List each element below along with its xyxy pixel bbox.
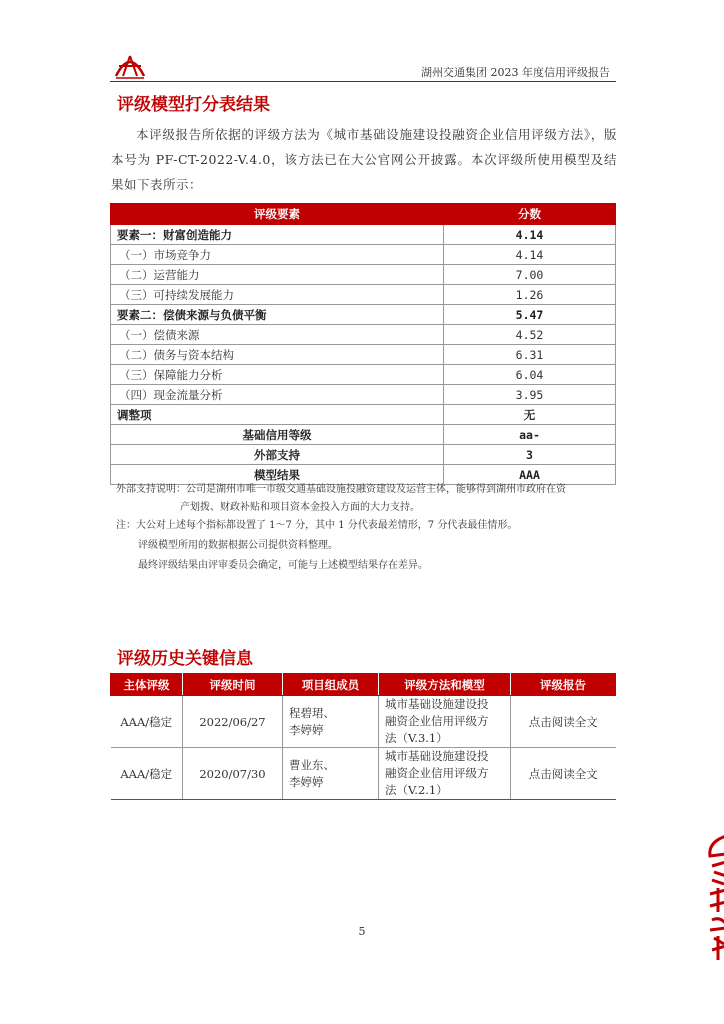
factor-label: 要素二：偿债来源与负债平衡 [111, 305, 444, 325]
header-factor: 评级要素 [111, 204, 444, 225]
factor-score: 1.26 [444, 285, 616, 305]
header-title: 湖州交通集团 2023 年度信用评级报告 [421, 66, 610, 79]
rating-cell: AAA/稳定 [111, 748, 183, 800]
seal-stamp-icon [700, 832, 724, 962]
factor-label: （三）可持续发展能力 [111, 285, 444, 305]
method-cell [379, 748, 511, 800]
table-row [111, 225, 616, 245]
factor-label: （四）现金流量分析 [111, 385, 444, 405]
page-number: 5 [358, 925, 366, 938]
table-row [111, 325, 616, 345]
header-date: 评级时间 [183, 674, 283, 696]
method-line: 法（V.3.1） [385, 731, 448, 745]
company-logo [113, 52, 147, 80]
method-line: 法（V.2.1） [385, 783, 448, 797]
member-line: 李婷婷 [289, 722, 324, 737]
table-row [111, 285, 616, 305]
factor-score: 6.31 [444, 345, 616, 365]
header-report: 评级报告 [511, 674, 616, 696]
table-row [111, 265, 616, 285]
factor-score: 无 [444, 405, 616, 425]
factor-label: （三）保障能力分析 [111, 365, 444, 385]
header-rating: 主体评级 [111, 674, 183, 696]
method-line: 城市基础设施建设投 [385, 749, 489, 763]
factor-label: 调整项 [111, 405, 444, 425]
intro-paragraph: 本评级报告所依据的评级方法为《城市基础设施建设投融资企业信用评级方法》，版本号为 PF-CT-2022-V.4.0，该方法已在大公官网公开披露。本次评级所使用模型及结果如下表所示： [111, 127, 617, 192]
members-cell [283, 748, 379, 800]
header-score: 分数 [444, 204, 616, 225]
factor-score: aa- [444, 425, 616, 445]
factor-label: （二）债务与资本结构 [111, 345, 444, 365]
data-source-note: 评级模型所用的数据根据公司提供资料整理。 [138, 540, 338, 551]
table-row [111, 245, 616, 265]
header-members: 项目组成员 [283, 674, 379, 696]
method-cell [379, 696, 511, 748]
factor-score: 3.95 [444, 385, 616, 405]
table-row [111, 365, 616, 385]
factor-label: （二）运营能力 [111, 265, 444, 285]
header-divider [110, 81, 616, 82]
table-row [111, 748, 616, 800]
table-row [111, 425, 616, 445]
table-row [111, 345, 616, 365]
final-result-note: 最终评级结果由评审委员会确定，可能与上述模型结果存在差异。 [138, 560, 428, 571]
read-report-link[interactable]: 点击阅读全文 [511, 696, 616, 748]
section-title-model-score: 评级模型打分表结果 [117, 95, 270, 115]
rating-cell: AAA/稳定 [111, 696, 183, 748]
members-cell [283, 696, 379, 748]
factor-score: 6.04 [444, 365, 616, 385]
scoring-note: 注：大公对上述每个指标都设置了 1～7 分，其中 1 分代表最差情形，7 分代表最佳情形。 [116, 520, 518, 531]
score-table [110, 203, 616, 485]
factor-label: （一）市场竞争力 [111, 245, 444, 265]
method-line: 融资企业信用评级方 [385, 714, 489, 728]
member-line: 曹业东、 [289, 757, 335, 772]
factor-label: 基础信用等级 [111, 425, 444, 445]
factor-score: 4.14 [444, 225, 616, 245]
factor-score: 4.14 [444, 245, 616, 265]
date-cell: 2022/06/27 [183, 696, 283, 748]
table-row [111, 696, 616, 748]
method-line: 城市基础设施建设投 [385, 697, 489, 711]
table-row [111, 445, 616, 465]
section-title-rating-history: 评级历史关键信息 [117, 649, 253, 669]
member-line: 程碧珺、 [289, 705, 335, 720]
read-report-link[interactable]: 点击阅读全文 [511, 748, 616, 800]
member-line: 李婷婷 [289, 774, 324, 789]
factor-score: 7.00 [444, 265, 616, 285]
factor-score: AAA [444, 465, 616, 485]
table-row [111, 385, 616, 405]
factor-label: 模型结果 [111, 465, 444, 485]
history-table-header [111, 674, 616, 696]
factor-score: 4.52 [444, 325, 616, 345]
external-support-note-line1: 外部支持说明：公司是湖州市唯一市级交通基础设施投融资建设及运营主体，能够得到湖州市政府在资 [116, 484, 566, 495]
table-row [111, 405, 616, 425]
score-table-header [111, 204, 616, 225]
method-line: 融资企业信用评级方 [385, 766, 489, 780]
rating-history-table [110, 673, 616, 800]
header-method: 评级方法和模型 [379, 674, 511, 696]
table-row [111, 305, 616, 325]
factor-label: 要素一：财富创造能力 [111, 225, 444, 245]
factor-score: 3 [444, 445, 616, 465]
factor-score: 5.47 [444, 305, 616, 325]
factor-label: 外部支持 [111, 445, 444, 465]
date-cell: 2020/07/30 [183, 748, 283, 800]
external-support-note-line2: 产划拨、财政补贴和项目资本金投入方面的大力支持。 [180, 502, 420, 513]
factor-label: （一）偿债来源 [111, 325, 444, 345]
